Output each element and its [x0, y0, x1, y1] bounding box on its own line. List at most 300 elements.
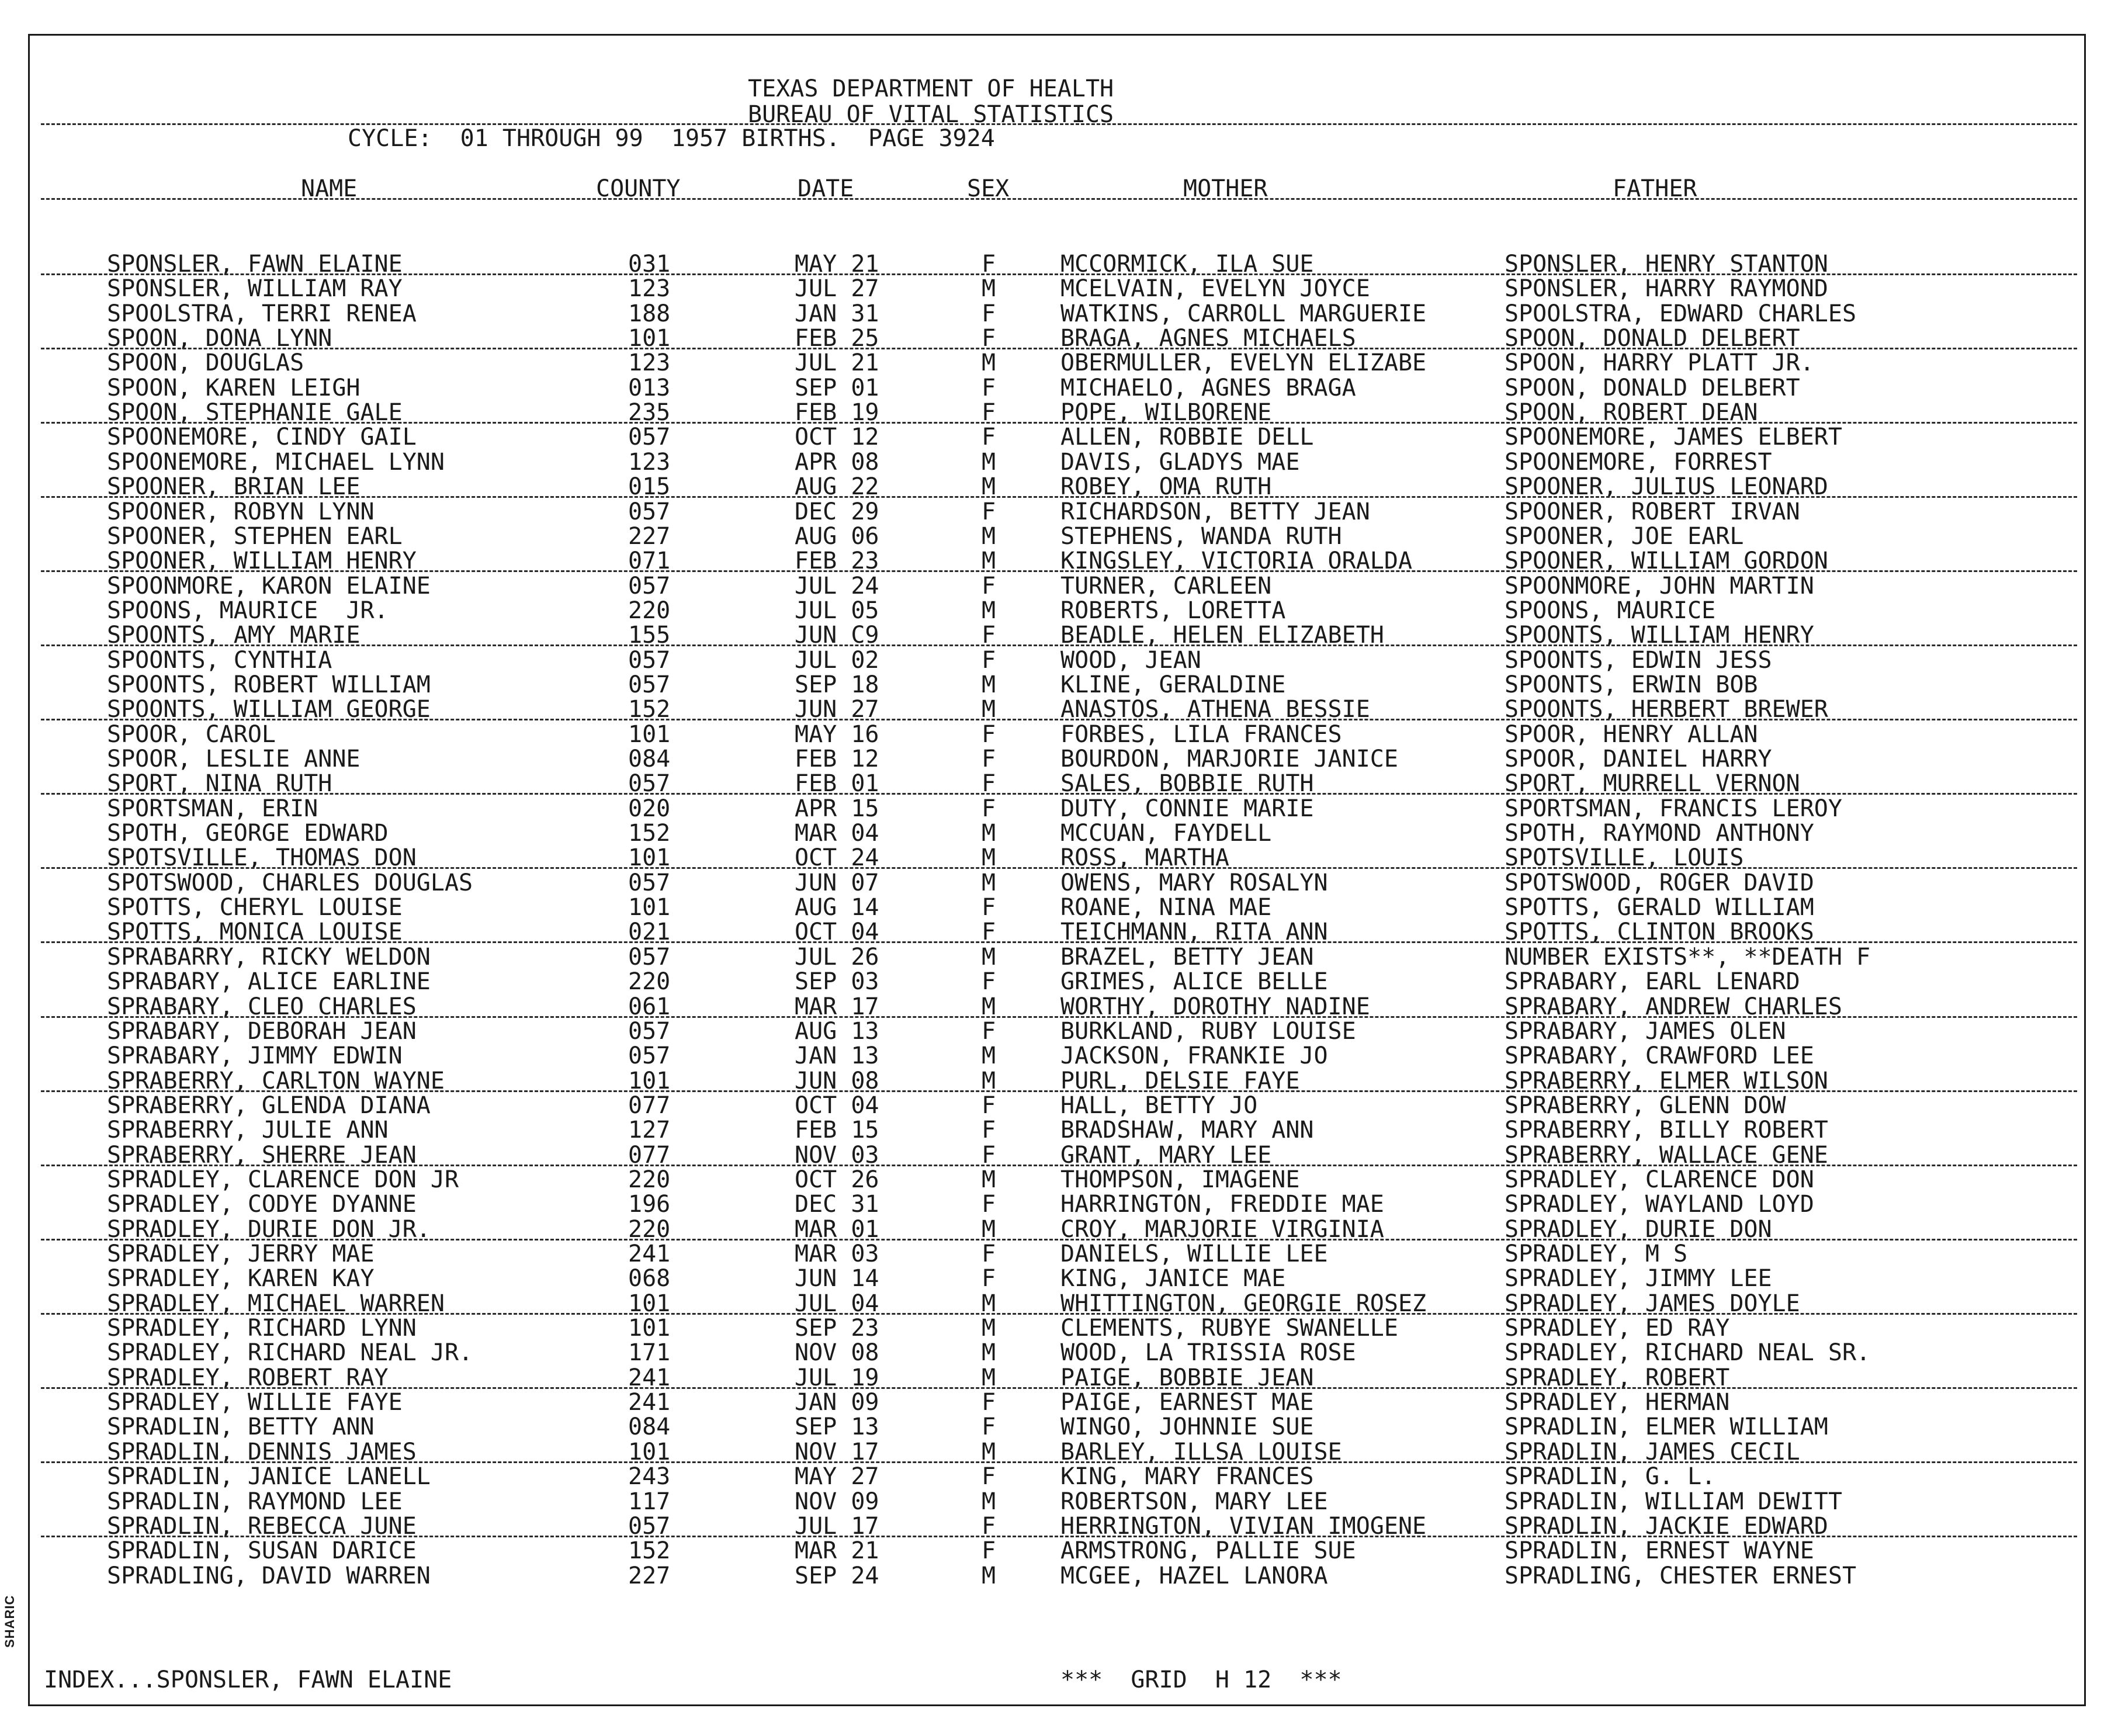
- record-mother: ROBEY, OMA RUTH: [1060, 473, 1272, 500]
- record-date: NOV 08: [795, 1339, 879, 1366]
- record-county: 241: [628, 1241, 671, 1267]
- record-mother: PURL, DELSIE FAYE: [1060, 1068, 1300, 1094]
- record-name: SPOONTS, ROBERT WILLIAM: [107, 671, 431, 698]
- record-mother: PAIGE, EARNEST MAE: [1060, 1389, 1314, 1416]
- record-county: 227: [628, 523, 671, 550]
- record-name: SPONSLER, WILLIAM RAY: [107, 275, 403, 302]
- record-mother: OBERMULLER, EVELYN ELIZABE: [1060, 349, 1427, 376]
- record-date: NOV 03: [795, 1142, 879, 1169]
- record-name: SPOONS, MAURICE JR.: [107, 597, 389, 624]
- col-father-header: FATHER: [1613, 175, 1697, 202]
- record-father: SPOONTS, HERBERT BREWER: [1505, 696, 1828, 723]
- record-father: SPRADLEY, M S: [1505, 1241, 1688, 1267]
- record-father: SPOONEMORE, JAMES ELBERT: [1505, 424, 1842, 451]
- record-date: FEB 19: [795, 399, 879, 426]
- record-date: NOV 09: [795, 1488, 879, 1515]
- record-name: SPRABARY, JIMMY EDWIN: [107, 1042, 403, 1069]
- record-date: FEB 01: [795, 770, 879, 797]
- cycle-line: CYCLE: 01 THROUGH 99 1957 BIRTHS. PAGE 3924: [348, 125, 995, 152]
- record-father: SPRADLEY, ED RAY: [1505, 1315, 1730, 1342]
- record-county: 084: [628, 1413, 671, 1440]
- record-date: JUN 07: [795, 869, 879, 896]
- record-sex: F: [982, 498, 996, 525]
- record-county: 101: [628, 894, 671, 921]
- record-date: JUL 21: [795, 349, 879, 376]
- record-date: AUG 13: [795, 1018, 879, 1045]
- record-name: SPRADLING, DAVID WARREN: [107, 1562, 431, 1589]
- record-county: 084: [628, 746, 671, 772]
- record-name: SPRABERRY, SHERRE JEAN: [107, 1142, 417, 1169]
- record-date: AUG 06: [795, 523, 879, 550]
- record-date: MAR 03: [795, 1241, 879, 1267]
- record-date: FEB 25: [795, 325, 879, 352]
- record-father: SPRADLEY, WAYLAND LOYD: [1505, 1191, 1814, 1218]
- record-mother: BRADSHAW, MARY ANN: [1060, 1117, 1314, 1144]
- record-county: 155: [628, 622, 671, 649]
- record-date: MAR 01: [795, 1216, 879, 1243]
- record-sex: F: [982, 721, 996, 748]
- record-date: OCT 12: [795, 424, 879, 451]
- record-county: 057: [628, 498, 671, 525]
- record-county: 101: [628, 325, 671, 352]
- record-sex: F: [982, 399, 996, 426]
- record-mother: MICHAELO, AGNES BRAGA: [1060, 375, 1356, 401]
- record-mother: ROSS, MARTHA: [1060, 844, 1229, 871]
- col-mother-header: MOTHER: [1183, 175, 1268, 202]
- record-father: SPOTTS, GERALD WILLIAM: [1505, 894, 1814, 921]
- record-sex: F: [982, 1537, 996, 1564]
- record-date: JAN 13: [795, 1042, 879, 1069]
- record-county: 220: [628, 968, 671, 995]
- record-mother: BOURDON, MARJORIE JANICE: [1060, 746, 1398, 772]
- record-date: OCT 24: [795, 844, 879, 871]
- record-father: SPRABARY, CRAWFORD LEE: [1505, 1042, 1814, 1069]
- record-name: SPOON, DOUGLAS: [107, 349, 304, 376]
- record-mother: RICHARDSON, BETTY JEAN: [1060, 498, 1370, 525]
- record-county: 057: [628, 1018, 671, 1045]
- record-date: MAY 21: [795, 251, 879, 278]
- record-mother: WOOD, JEAN: [1060, 647, 1201, 674]
- record-sex: M: [982, 449, 996, 476]
- record-sex: M: [982, 1562, 996, 1589]
- record-father: SPRADLIN, WILLIAM DEWITT: [1505, 1488, 1842, 1515]
- record-name: SPRADLIN, SUSAN DARICE: [107, 1537, 417, 1564]
- col-sex-header: SEX: [967, 175, 1010, 202]
- record-mother: BURKLAND, RUBY LOUISE: [1060, 1018, 1356, 1045]
- record-name: SPRABARY, ALICE EARLINE: [107, 968, 431, 995]
- record-sex: M: [982, 1488, 996, 1515]
- record-sex: F: [982, 968, 996, 995]
- record-county: 020: [628, 795, 671, 822]
- record-father: SPOONER, ROBERT IRVAN: [1505, 498, 1800, 525]
- record-father: SPRADLIN, JAMES CECIL: [1505, 1439, 1800, 1465]
- record-father: SPOONER, JOE EARL: [1505, 523, 1744, 550]
- record-name: SPOON, STEPHANIE GALE: [107, 399, 403, 426]
- row-group-rule: [41, 867, 2077, 869]
- record-county: 077: [628, 1142, 671, 1169]
- record-father: SPRADLEY, CLARENCE DON: [1505, 1166, 1814, 1193]
- record-county: 101: [628, 1439, 671, 1465]
- record-father: SPOTSWOOD, ROGER DAVID: [1505, 869, 1814, 896]
- record-date: SEP 18: [795, 671, 879, 698]
- record-date: SEP 01: [795, 375, 879, 401]
- record-date: JUL 04: [795, 1290, 879, 1317]
- agency-title: TEXAS DEPARTMENT OF HEALTH: [748, 75, 1114, 102]
- record-mother: POPE, WILBORENE: [1060, 399, 1272, 426]
- record-mother: FORBES, LILA FRANCES: [1060, 721, 1342, 748]
- record-name: SPRADLIN, JANICE LANELL: [107, 1463, 431, 1490]
- record-father: SPRABARY, ANDREW CHARLES: [1505, 993, 1842, 1020]
- record-father: SPORTSMAN, FRANCIS LEROY: [1505, 795, 1842, 822]
- record-date: DEC 31: [795, 1191, 879, 1218]
- record-father: SPRADLEY, DURIE DON: [1505, 1216, 1772, 1243]
- record-county: 077: [628, 1092, 671, 1119]
- record-name: SPOOR, CAROL: [107, 721, 276, 748]
- record-father: SPRABERRY, ELMER WILSON: [1505, 1068, 1828, 1094]
- record-name: SPRADLEY, JERRY MAE: [107, 1241, 375, 1267]
- record-sex: M: [982, 696, 996, 723]
- record-county: 235: [628, 399, 671, 426]
- record-mother: WORTHY, DOROTHY NADINE: [1060, 993, 1370, 1020]
- record-sex: F: [982, 919, 996, 945]
- record-father: SPOOLSTRA, EDWARD CHARLES: [1505, 300, 1857, 327]
- record-father: SPRABARY, EARL LENARD: [1505, 968, 1800, 995]
- record-name: SPRADLIN, RAYMOND LEE: [107, 1488, 403, 1515]
- record-sex: F: [982, 1513, 996, 1540]
- record-name: SPOON, KAREN LEIGH: [107, 375, 361, 401]
- record-date: JUN C9: [795, 622, 879, 649]
- record-sex: M: [982, 597, 996, 624]
- record-sex: F: [982, 1117, 996, 1144]
- record-sex: M: [982, 1364, 996, 1391]
- record-sex: M: [982, 275, 996, 302]
- record-sex: F: [982, 795, 996, 822]
- record-father: SPRADLEY, JIMMY LEE: [1505, 1265, 1772, 1292]
- record-name: SPOONEMORE, CINDY GAIL: [107, 424, 417, 451]
- record-county: 241: [628, 1389, 671, 1416]
- record-county: 117: [628, 1488, 671, 1515]
- record-name: SPRADLEY, ROBERT RAY: [107, 1364, 389, 1391]
- record-county: 021: [628, 919, 671, 945]
- record-county: 013: [628, 375, 671, 401]
- record-date: JUN 08: [795, 1068, 879, 1094]
- record-mother: ROBERTS, LORETTA: [1060, 597, 1286, 624]
- record-mother: CLEMENTS, RUBYE SWANELLE: [1060, 1315, 1398, 1342]
- record-county: 243: [628, 1463, 671, 1490]
- record-date: JUL 05: [795, 597, 879, 624]
- record-mother: MCCORMICK, ILA SUE: [1060, 251, 1314, 278]
- row-group-rule: [41, 941, 2077, 943]
- record-father: SPOONTS, EDWIN JESS: [1505, 647, 1772, 674]
- record-sex: F: [982, 573, 996, 600]
- record-mother: HERRINGTON, VIVIAN IMOGENE: [1060, 1513, 1427, 1540]
- record-county: 152: [628, 1537, 671, 1564]
- record-county: 061: [628, 993, 671, 1020]
- record-mother: BRAZEL, BETTY JEAN: [1060, 944, 1314, 971]
- record-father: SPRADLIN, ELMER WILLIAM: [1505, 1413, 1828, 1440]
- record-mother: GRANT, MARY LEE: [1060, 1142, 1272, 1169]
- record-name: SPRABARY, CLEO CHARLES: [107, 993, 417, 1020]
- record-county: 057: [628, 671, 671, 698]
- record-sex: M: [982, 473, 996, 500]
- record-name: SPORT, NINA RUTH: [107, 770, 332, 797]
- record-county: 123: [628, 275, 671, 302]
- record-county: 057: [628, 424, 671, 451]
- record-sex: F: [982, 1241, 996, 1267]
- record-name: SPOONTS, AMY MARIE: [107, 622, 361, 649]
- record-sex: F: [982, 1389, 996, 1416]
- record-name: SPOONER, WILLIAM HENRY: [107, 548, 417, 574]
- record-name: SPRABERRY, GLENDA DIANA: [107, 1092, 431, 1119]
- record-father: SPRADLEY, ROBERT: [1505, 1364, 1730, 1391]
- record-date: SEP 23: [795, 1315, 879, 1342]
- record-sex: F: [982, 1191, 996, 1218]
- record-date: JUL 17: [795, 1513, 879, 1540]
- record-county: 057: [628, 1513, 671, 1540]
- record-name: SPOONTS, WILLIAM GEORGE: [107, 696, 431, 723]
- record-name: SPRABARRY, RICKY WELDON: [107, 944, 431, 971]
- record-mother: WINGO, JOHNNIE SUE: [1060, 1413, 1314, 1440]
- record-county: 057: [628, 944, 671, 971]
- record-sex: M: [982, 671, 996, 698]
- record-sex: M: [982, 349, 996, 376]
- record-date: MAY 27: [795, 1463, 879, 1490]
- row-group-rule: [41, 570, 2077, 572]
- record-county: 057: [628, 647, 671, 674]
- record-county: 127: [628, 1117, 671, 1144]
- record-sex: M: [982, 1042, 996, 1069]
- record-mother: ANASTOS, ATHENA BESSIE: [1060, 696, 1370, 723]
- record-father: SPRADLING, CHESTER ERNEST: [1505, 1562, 1857, 1589]
- record-date: MAR 21: [795, 1537, 879, 1564]
- record-mother: STEPHENS, WANDA RUTH: [1060, 523, 1342, 550]
- row-group-rule: [41, 644, 2077, 646]
- record-mother: HALL, BETTY JO: [1060, 1092, 1258, 1119]
- col-date-header: DATE: [798, 175, 854, 202]
- record-sex: M: [982, 944, 996, 971]
- record-date: FEB 23: [795, 548, 879, 574]
- record-county: 101: [628, 1315, 671, 1342]
- record-county: 101: [628, 1290, 671, 1317]
- record-name: SPRADLEY, MICHAEL WARREN: [107, 1290, 445, 1317]
- record-date: MAY 16: [795, 721, 879, 748]
- record-mother: BRAGA, AGNES MICHAELS: [1060, 325, 1356, 352]
- record-father: SPORT, MURRELL VERNON: [1505, 770, 1800, 797]
- record-name: SPRADLIN, REBECCA JUNE: [107, 1513, 417, 1540]
- record-county: 101: [628, 844, 671, 871]
- record-father: SPOONTS, ERWIN BOB: [1505, 671, 1758, 698]
- record-name: SPRABERRY, JULIE ANN: [107, 1117, 389, 1144]
- header-rule: [41, 123, 2077, 125]
- record-county: 068: [628, 1265, 671, 1292]
- record-mother: ROANE, NINA MAE: [1060, 894, 1272, 921]
- record-mother: DUTY, CONNIE MARIE: [1060, 795, 1314, 822]
- record-mother: PAIGE, BOBBIE JEAN: [1060, 1364, 1314, 1391]
- record-name: SPRADLEY, KAREN KAY: [107, 1265, 375, 1292]
- record-father: SPOOR, HENRY ALLAN: [1505, 721, 1758, 748]
- record-name: SPOONER, STEPHEN EARL: [107, 523, 403, 550]
- record-mother: DANIELS, WILLIE LEE: [1060, 1241, 1328, 1267]
- record-sex: F: [982, 375, 996, 401]
- record-date: DEC 29: [795, 498, 879, 525]
- record-mother: OWENS, MARY ROSALYN: [1060, 869, 1328, 896]
- record-name: SPOTSVILLE, THOMAS DON: [107, 844, 417, 871]
- record-mother: GRIMES, ALICE BELLE: [1060, 968, 1328, 995]
- record-mother: HARRINGTON, FREDDIE MAE: [1060, 1191, 1384, 1218]
- record-sex: M: [982, 869, 996, 896]
- record-sex: M: [982, 523, 996, 550]
- record-father: SPOONTS, WILLIAM HENRY: [1505, 622, 1814, 649]
- record-father: SPOONMORE, JOHN MARTIN: [1505, 573, 1814, 600]
- record-county: 057: [628, 869, 671, 896]
- record-date: OCT 04: [795, 919, 879, 945]
- record-name: SPOTTS, MONICA LOUISE: [107, 919, 403, 945]
- col-name-header: NAME: [301, 175, 358, 202]
- record-mother: CROY, MARJORIE VIRGINIA: [1060, 1216, 1384, 1243]
- record-father: SPOON, DONALD DELBERT: [1505, 375, 1800, 401]
- record-sex: F: [982, 1463, 996, 1490]
- record-sex: M: [982, 1339, 996, 1366]
- record-name: SPRADLEY, DURIE DON JR.: [107, 1216, 431, 1243]
- record-father: SPRADLEY, RICHARD NEAL SR.: [1505, 1339, 1871, 1366]
- record-father: SPRABERRY, WALLACE GENE: [1505, 1142, 1828, 1169]
- record-name: SPRADLIN, DENNIS JAMES: [107, 1439, 417, 1465]
- record-date: FEB 12: [795, 746, 879, 772]
- record-date: AUG 22: [795, 473, 879, 500]
- record-date: FEB 15: [795, 1117, 879, 1144]
- record-county: 015: [628, 473, 671, 500]
- record-sex: F: [982, 894, 996, 921]
- record-sex: F: [982, 1265, 996, 1292]
- record-father: SPRADLIN, JACKIE EDWARD: [1505, 1513, 1828, 1540]
- record-father: SPRADLEY, JAMES DOYLE: [1505, 1290, 1800, 1317]
- record-sex: M: [982, 1166, 996, 1193]
- record-date: JUL 26: [795, 944, 879, 971]
- record-county: 071: [628, 548, 671, 574]
- record-county: 101: [628, 1068, 671, 1094]
- row-group-rule: [41, 719, 2077, 720]
- record-date: JUL 27: [795, 275, 879, 302]
- record-mother: TURNER, CARLEEN: [1060, 573, 1272, 600]
- record-county: 227: [628, 1562, 671, 1589]
- record-name: SPORTSMAN, ERIN: [107, 795, 318, 822]
- record-sex: M: [982, 1315, 996, 1342]
- record-name: SPRADLEY, WILLIE FAYE: [107, 1389, 403, 1416]
- record-mother: KLINE, GERALDINE: [1060, 671, 1286, 698]
- record-name: SPRADLEY, RICHARD NEAL JR.: [107, 1339, 473, 1366]
- record-sex: F: [982, 770, 996, 797]
- record-county: 057: [628, 770, 671, 797]
- index-line: INDEX...SPONSLER, FAWN ELAINE: [44, 1666, 452, 1693]
- record-mother: MCELVAIN, EVELYN JOYCE: [1060, 275, 1370, 302]
- record-date: OCT 26: [795, 1166, 879, 1193]
- record-date: JUL 19: [795, 1364, 879, 1391]
- record-mother: KING, MARY FRANCES: [1060, 1463, 1314, 1490]
- record-date: APR 08: [795, 449, 879, 476]
- record-name: SPOONER, ROBYN LYNN: [107, 498, 375, 525]
- record-sex: F: [982, 300, 996, 327]
- record-date: JAN 31: [795, 300, 879, 327]
- record-date: SEP 24: [795, 1562, 879, 1589]
- record-date: OCT 04: [795, 1092, 879, 1119]
- record-father: SPRABERRY, BILLY ROBERT: [1505, 1117, 1828, 1144]
- record-date: JUN 27: [795, 696, 879, 723]
- record-mother: WATKINS, CARROLL MARGUERIE: [1060, 300, 1427, 327]
- record-father: SPRADLIN, ERNEST WAYNE: [1505, 1537, 1814, 1564]
- record-mother: ARMSTRONG, PALLIE SUE: [1060, 1537, 1356, 1564]
- record-date: SEP 13: [795, 1413, 879, 1440]
- record-name: SPRADLIN, BETTY ANN: [107, 1413, 375, 1440]
- record-father: SPRABERRY, GLENN DOW: [1505, 1092, 1786, 1119]
- record-father: NUMBER EXISTS**, **DEATH F: [1505, 944, 1871, 971]
- record-mother: JACKSON, FRANKIE JO: [1060, 1042, 1328, 1069]
- record-county: 196: [628, 1191, 671, 1218]
- record-county: 057: [628, 573, 671, 600]
- record-county: 171: [628, 1339, 671, 1366]
- record-county: 220: [628, 1166, 671, 1193]
- record-mother: BEADLE, HELEN ELIZABETH: [1060, 622, 1384, 649]
- record-sex: F: [982, 1018, 996, 1045]
- record-mother: MCGEE, HAZEL LANORA: [1060, 1562, 1328, 1589]
- record-county: 188: [628, 300, 671, 327]
- record-sex: F: [982, 251, 996, 278]
- record-mother: ALLEN, ROBBIE DELL: [1060, 424, 1314, 451]
- record-county: 220: [628, 1216, 671, 1243]
- record-name: SPOON, DONA LYNN: [107, 325, 332, 352]
- record-sex: F: [982, 325, 996, 352]
- record-name: SPONSLER, FAWN ELAINE: [107, 251, 403, 278]
- record-mother: KINGSLEY, VICTORIA ORALDA: [1060, 548, 1413, 574]
- record-father: SPONSLER, HARRY RAYMOND: [1505, 275, 1828, 302]
- record-mother: TEICHMANN, RITA ANN: [1060, 919, 1328, 945]
- record-date: MAR 17: [795, 993, 879, 1020]
- record-father: SPOTH, RAYMOND ANTHONY: [1505, 820, 1814, 847]
- record-sex: M: [982, 548, 996, 574]
- bureau-title: BUREAU OF VITAL STATISTICS: [748, 101, 1114, 128]
- record-name: SPOONTS, CYNTHIA: [107, 647, 332, 674]
- record-sex: M: [982, 1216, 996, 1243]
- record-county: 123: [628, 449, 671, 476]
- record-county: 101: [628, 721, 671, 748]
- record-date: JUL 24: [795, 573, 879, 600]
- record-date: JUN 14: [795, 1265, 879, 1292]
- record-mother: WOOD, LA TRISSIA ROSE: [1060, 1339, 1356, 1366]
- record-date: APR 15: [795, 795, 879, 822]
- record-sex: F: [982, 424, 996, 451]
- record-sex: F: [982, 1092, 996, 1119]
- record-mother: BARLEY, ILLSA LOUISE: [1060, 1439, 1342, 1465]
- record-county: 031: [628, 251, 671, 278]
- record-mother: DAVIS, GLADYS MAE: [1060, 449, 1300, 476]
- record-sex: M: [982, 1439, 996, 1465]
- record-sex: F: [982, 622, 996, 649]
- record-name: SPOONEMORE, MICHAEL LYNN: [107, 449, 445, 476]
- record-name: SPRABERRY, CARLTON WAYNE: [107, 1068, 445, 1094]
- record-father: SPRABARY, JAMES OLEN: [1505, 1018, 1786, 1045]
- record-father: SPOONS, MAURICE: [1505, 597, 1716, 624]
- record-county: 123: [628, 349, 671, 376]
- record-name: SPOONMORE, KARON ELAINE: [107, 573, 431, 600]
- record-county: 241: [628, 1364, 671, 1391]
- record-sex: F: [982, 647, 996, 674]
- record-sex: M: [982, 844, 996, 871]
- record-name: SPOTTS, CHERYL LOUISE: [107, 894, 403, 921]
- record-father: SPRADLIN, G. L.: [1505, 1463, 1716, 1490]
- record-county: 152: [628, 696, 671, 723]
- record-sex: M: [982, 1290, 996, 1317]
- record-father: SPOONER, WILLIAM GORDON: [1505, 548, 1828, 574]
- row-group-rule: [41, 793, 2077, 795]
